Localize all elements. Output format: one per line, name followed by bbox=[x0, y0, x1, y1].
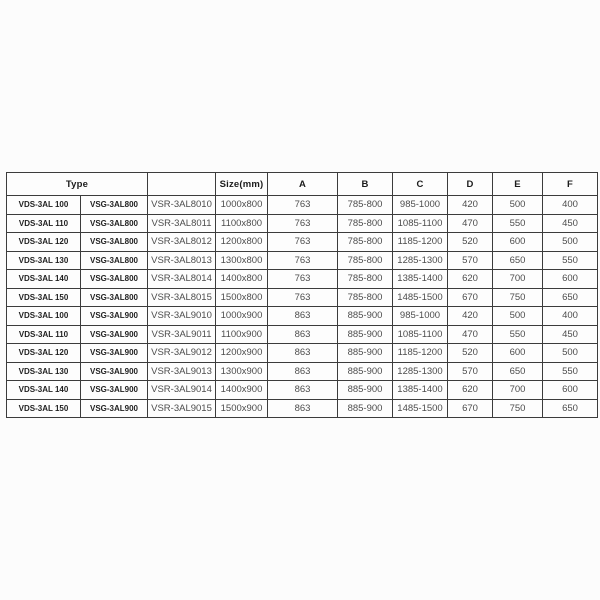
cell-f: 400 bbox=[543, 196, 598, 215]
cell-f: 450 bbox=[543, 325, 598, 344]
column-header-f: F bbox=[543, 173, 598, 196]
cell-d: 620 bbox=[448, 270, 493, 289]
cell-f: 600 bbox=[543, 381, 598, 400]
cell-e: 750 bbox=[493, 288, 543, 307]
table-row bbox=[7, 196, 598, 215]
cell-c: 1185-1200 bbox=[393, 344, 448, 363]
cell-vsr: VSR-3AL9011 bbox=[148, 325, 216, 344]
cell-a: 763 bbox=[268, 196, 338, 215]
cell-f: 500 bbox=[543, 344, 598, 363]
table-row bbox=[7, 399, 598, 418]
cell-vsr: VSR-3AL8011 bbox=[148, 214, 216, 233]
cell-d: 570 bbox=[448, 251, 493, 270]
cell-vsg: VSG-3AL900 bbox=[81, 381, 148, 400]
cell-d: 470 bbox=[448, 325, 493, 344]
table-row bbox=[7, 307, 598, 326]
cell-c: 985-1000 bbox=[393, 196, 448, 215]
cell-f: 400 bbox=[543, 307, 598, 326]
cell-vsg: VSG-3AL900 bbox=[81, 344, 148, 363]
cell-b: 885-900 bbox=[338, 307, 393, 326]
cell-vsr: VSR-3AL9013 bbox=[148, 362, 216, 381]
table-row bbox=[7, 288, 598, 307]
cell-vds: VDS-3AL 150 bbox=[7, 288, 81, 307]
cell-vsr: VSR-3AL8014 bbox=[148, 270, 216, 289]
cell-a: 863 bbox=[268, 344, 338, 363]
cell-d: 420 bbox=[448, 196, 493, 215]
specification-table bbox=[6, 172, 598, 418]
cell-b: 785-800 bbox=[338, 214, 393, 233]
cell-c: 1285-1300 bbox=[393, 251, 448, 270]
cell-vsg: VSG-3AL800 bbox=[81, 251, 148, 270]
cell-e: 750 bbox=[493, 399, 543, 418]
cell-b: 885-900 bbox=[338, 344, 393, 363]
cell-e: 500 bbox=[493, 196, 543, 215]
cell-vds: VDS-3AL 140 bbox=[7, 381, 81, 400]
cell-d: 670 bbox=[448, 399, 493, 418]
cell-size: 1100x900 bbox=[216, 325, 268, 344]
cell-d: 620 bbox=[448, 381, 493, 400]
cell-vsr: VSR-3AL9010 bbox=[148, 307, 216, 326]
cell-vsr: VSR-3AL8012 bbox=[148, 233, 216, 252]
cell-vds: VDS-3AL 150 bbox=[7, 399, 81, 418]
cell-vsg: VSG-3AL900 bbox=[81, 325, 148, 344]
cell-b: 785-800 bbox=[338, 251, 393, 270]
cell-vsg: VSG-3AL800 bbox=[81, 270, 148, 289]
cell-e: 600 bbox=[493, 233, 543, 252]
cell-f: 650 bbox=[543, 288, 598, 307]
cell-d: 470 bbox=[448, 214, 493, 233]
cell-a: 763 bbox=[268, 288, 338, 307]
cell-size: 1300x800 bbox=[216, 251, 268, 270]
cell-f: 550 bbox=[543, 251, 598, 270]
column-header-a: A bbox=[268, 173, 338, 196]
cell-b: 785-800 bbox=[338, 196, 393, 215]
table-row bbox=[7, 251, 598, 270]
cell-f: 500 bbox=[543, 233, 598, 252]
cell-vsr: VSR-3AL9012 bbox=[148, 344, 216, 363]
cell-e: 500 bbox=[493, 307, 543, 326]
cell-c: 985-1000 bbox=[393, 307, 448, 326]
cell-size: 1200x800 bbox=[216, 233, 268, 252]
cell-d: 670 bbox=[448, 288, 493, 307]
cell-c: 1285-1300 bbox=[393, 362, 448, 381]
cell-f: 600 bbox=[543, 270, 598, 289]
cell-a: 763 bbox=[268, 270, 338, 289]
cell-b: 885-900 bbox=[338, 399, 393, 418]
cell-e: 650 bbox=[493, 362, 543, 381]
table-row bbox=[7, 214, 598, 233]
cell-d: 420 bbox=[448, 307, 493, 326]
cell-vsg: VSG-3AL900 bbox=[81, 307, 148, 326]
cell-size: 1400x900 bbox=[216, 381, 268, 400]
cell-a: 863 bbox=[268, 307, 338, 326]
cell-f: 550 bbox=[543, 362, 598, 381]
cell-vsg: VSG-3AL800 bbox=[81, 233, 148, 252]
cell-size: 1000x900 bbox=[216, 307, 268, 326]
cell-vsr: VSR-3AL8010 bbox=[148, 196, 216, 215]
column-header-c: C bbox=[393, 173, 448, 196]
table-body bbox=[7, 196, 598, 418]
cell-vds: VDS-3AL 110 bbox=[7, 325, 81, 344]
cell-f: 650 bbox=[543, 399, 598, 418]
column-header-b: B bbox=[338, 173, 393, 196]
cell-size: 1000x800 bbox=[216, 196, 268, 215]
table-row bbox=[7, 362, 598, 381]
cell-vsg: VSG-3AL800 bbox=[81, 214, 148, 233]
table-row bbox=[7, 344, 598, 363]
cell-vsr: VSR-3AL9014 bbox=[148, 381, 216, 400]
cell-f: 450 bbox=[543, 214, 598, 233]
cell-e: 550 bbox=[493, 214, 543, 233]
cell-e: 700 bbox=[493, 381, 543, 400]
cell-c: 1385-1400 bbox=[393, 270, 448, 289]
cell-vds: VDS-3AL 100 bbox=[7, 196, 81, 215]
cell-b: 885-900 bbox=[338, 362, 393, 381]
table-row bbox=[7, 270, 598, 289]
cell-vsr: VSR-3AL8015 bbox=[148, 288, 216, 307]
cell-a: 863 bbox=[268, 381, 338, 400]
cell-vsg: VSG-3AL800 bbox=[81, 196, 148, 215]
cell-vds: VDS-3AL 140 bbox=[7, 270, 81, 289]
cell-c: 1485-1500 bbox=[393, 399, 448, 418]
cell-c: 1085-1100 bbox=[393, 214, 448, 233]
cell-e: 650 bbox=[493, 251, 543, 270]
cell-c: 1185-1200 bbox=[393, 233, 448, 252]
column-header-size: Size(mm) bbox=[216, 173, 268, 196]
cell-d: 570 bbox=[448, 362, 493, 381]
cell-size: 1500x800 bbox=[216, 288, 268, 307]
cell-vsr: VSR-3AL9015 bbox=[148, 399, 216, 418]
cell-d: 520 bbox=[448, 233, 493, 252]
cell-size: 1200x900 bbox=[216, 344, 268, 363]
cell-e: 600 bbox=[493, 344, 543, 363]
cell-size: 1100x800 bbox=[216, 214, 268, 233]
cell-vds: VDS-3AL 120 bbox=[7, 344, 81, 363]
cell-vsg: VSG-3AL900 bbox=[81, 399, 148, 418]
column-header-d: D bbox=[448, 173, 493, 196]
cell-vds: VDS-3AL 110 bbox=[7, 214, 81, 233]
cell-c: 1085-1100 bbox=[393, 325, 448, 344]
cell-vsg: VSG-3AL800 bbox=[81, 288, 148, 307]
cell-d: 520 bbox=[448, 344, 493, 363]
table-row bbox=[7, 325, 598, 344]
cell-b: 785-800 bbox=[338, 233, 393, 252]
cell-e: 700 bbox=[493, 270, 543, 289]
cell-size: 1400x800 bbox=[216, 270, 268, 289]
table-row bbox=[7, 233, 598, 252]
cell-c: 1385-1400 bbox=[393, 381, 448, 400]
cell-b: 785-800 bbox=[338, 270, 393, 289]
header-row bbox=[7, 173, 598, 196]
cell-a: 863 bbox=[268, 399, 338, 418]
cell-vsg: VSG-3AL900 bbox=[81, 362, 148, 381]
cell-c: 1485-1500 bbox=[393, 288, 448, 307]
cell-size: 1300x900 bbox=[216, 362, 268, 381]
column-header-e: E bbox=[493, 173, 543, 196]
cell-vds: VDS-3AL 120 bbox=[7, 233, 81, 252]
cell-a: 863 bbox=[268, 325, 338, 344]
cell-vds: VDS-3AL 100 bbox=[7, 307, 81, 326]
cell-a: 763 bbox=[268, 214, 338, 233]
table-row bbox=[7, 381, 598, 400]
cell-a: 763 bbox=[268, 251, 338, 270]
column-header-model bbox=[148, 173, 216, 196]
cell-vsr: VSR-3AL8013 bbox=[148, 251, 216, 270]
column-header-type: Type bbox=[7, 173, 148, 196]
cell-vds: VDS-3AL 130 bbox=[7, 251, 81, 270]
cell-b: 785-800 bbox=[338, 288, 393, 307]
cell-a: 763 bbox=[268, 233, 338, 252]
cell-b: 885-900 bbox=[338, 325, 393, 344]
cell-e: 550 bbox=[493, 325, 543, 344]
cell-vds: VDS-3AL 130 bbox=[7, 362, 81, 381]
cell-b: 885-900 bbox=[338, 381, 393, 400]
cell-a: 863 bbox=[268, 362, 338, 381]
cell-size: 1500x900 bbox=[216, 399, 268, 418]
